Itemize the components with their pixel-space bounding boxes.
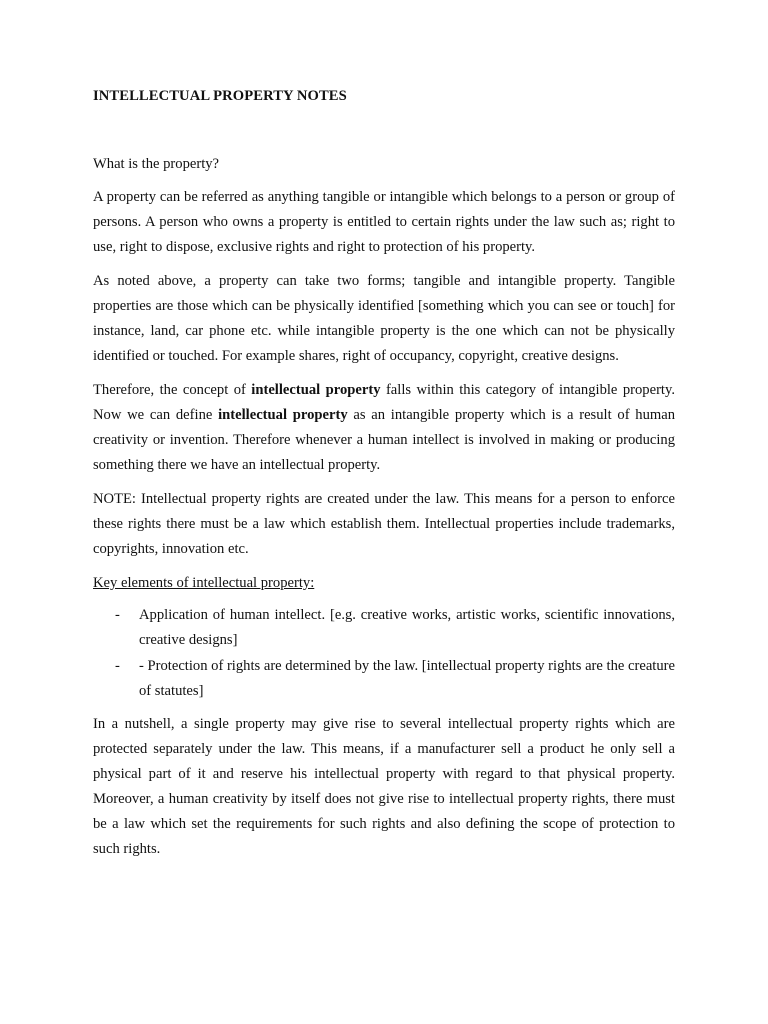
- bold-term: intellectual property: [251, 382, 381, 398]
- text-run: Therefore, the concept of: [93, 382, 252, 398]
- key-elements-list: [93, 603, 675, 704]
- paragraph-note: NOTE: Intellectual property rights are created under the law. This means for a person to enforce these rights there must be a law which establish them. Intellectual properties include trademarks, copyrights, innovation etc.: [93, 491, 675, 557]
- document-title: INTELLECTUAL PROPERTY NOTES: [93, 88, 347, 104]
- text-run: as an intangible property which is a result of human creativity or invention. Therefore whenever a human intellect is involved in making or producing something there we have an intellectual property.: [93, 407, 676, 473]
- document-page: [93, 84, 675, 871]
- list-item-text: Application of human intellect. [e.g. creative works, artistic works, scientific innovations, creative designs]: [139, 607, 675, 648]
- paragraph-intellectual-property-definition: [93, 378, 675, 478]
- paragraph-property-forms: As noted above, a property can take two forms; tangible and intangible property. Tangible properties are those which can be physically identified [something which you can see or touch] for instance, land, car phone etc. while intangible property is the one which can not be physically identified or touched. For example shares, right of occupancy, copyright, creative designs.: [93, 273, 675, 364]
- list-item: [93, 654, 675, 704]
- bullet-marker: -: [115, 607, 120, 623]
- question-heading: What is the property?: [93, 156, 220, 172]
- text-run: falls within this category of intangible property. Now we can define: [93, 382, 675, 423]
- key-elements-heading: Key elements of intellectual property:: [93, 575, 315, 591]
- bold-term: intellectual property: [218, 407, 348, 423]
- paragraph-nutshell: In a nutshell, a single property may give rise to several intellectual property rights which are protected separately under the law. This means, if a manufacturer sell a product he only sell a physical part of it and reserve his intellectual property with regard to that physical property. Moreover, a human creativity by itself does not give rise to intellectual property rights, there must be a law which set the requirements for such rights and also defining the scope of protection to such rights.: [93, 716, 675, 857]
- list-item-text: - Protection of rights are determined by the law. [intellectual property rights are the creature of statutes]: [139, 658, 675, 699]
- paragraph-property-definition: A property can be referred as anything tangible or intangible which belongs to a person or group of persons. A person who owns a property is entitled to certain rights under the law such as; right to use, right to dispose, exclusive rights and right to protection of his property.: [93, 189, 675, 255]
- list-item: [93, 603, 675, 653]
- bullet-marker: -: [115, 658, 120, 674]
